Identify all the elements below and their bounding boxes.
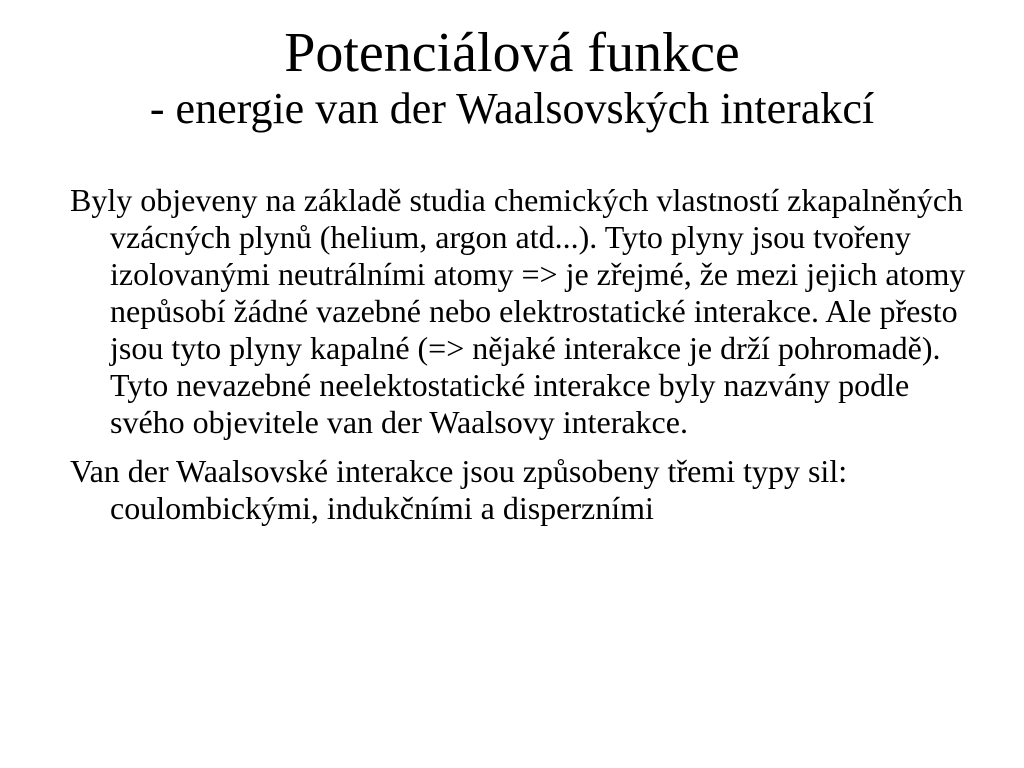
slide-body	[70, 182, 990, 527]
paragraph-forces: Van der Waalsovské interakce jsou způsobeny třemi typy sil: coulombickými, indukčními a disperzními	[70, 453, 848, 526]
slide-title: Potenciálová funkce	[284, 22, 740, 84]
slide-subtitle: - energie van der Waalsovských interakcí	[149, 84, 875, 133]
paragraph-discovery: Byly objeveny na základě studia chemických vlastností zkapalněných vzácných plynů (helium, argon atd...). Tyto plyny jsou tvořeny izolovanými neutrálními atomy => je zřejmé, že mezi jejich atomy nepůsobí žádné vazebné nebo elektrostatické interakce. Ale přesto jsou tyto plyny kapalné (=> nějaké interakce je drží pohromadě). Tyto nevazebné neelektostatické interakce byly nazvány podle svého objevitele van der Waalsovy interakce.	[70, 182, 966, 440]
title-block	[0, 22, 1024, 134]
